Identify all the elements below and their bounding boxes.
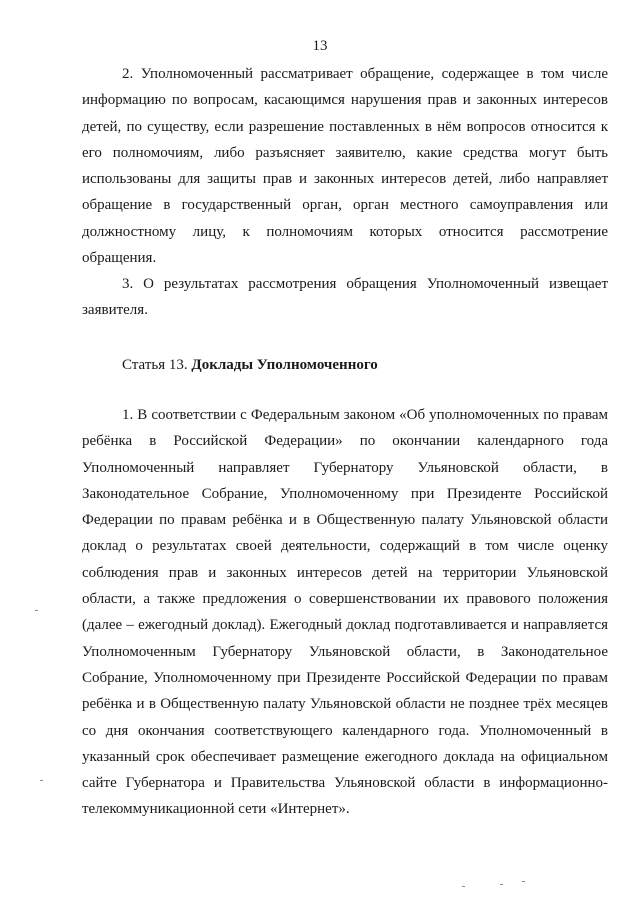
scan-speck <box>40 780 43 781</box>
article-paragraph-1-block <box>82 402 608 823</box>
scan-speck <box>500 884 503 885</box>
article-title: Доклады Уполномоченного <box>191 357 378 373</box>
paragraph-3: 3. О результатах рассмотрения обращения Уполномоченный извещает заявителя. <box>82 276 608 319</box>
scan-speck <box>522 881 525 882</box>
paragraph-2-block <box>82 61 608 271</box>
scan-speck <box>35 610 38 611</box>
article-heading <box>122 354 378 376</box>
page-number: 13 <box>312 38 328 54</box>
article-number: Статья 13. <box>122 357 192 373</box>
article-paragraph-1: 1. В соответствии с Федеральным законом «Об уполномоченных по правам ребёнка в Российской Федерации» по окончании календарного года Уполномоченный направляет Губернатору Ульяновской области, в Законодательное Собрание, Уполномоченному при Президенте Российской Федерации по правам ребёнка и в Общественную палату Ульяновской области доклад о результатах своей деятельности, содержащий в том числе оценку соблюдения прав и законных интересов детей на территории Ульяновской области, а также предложения о совершенствовании их правового положения (далее – ежегодный доклад). Ежегодный доклад подготавливается и направляется Уполномоченным Губернатору Ульяновской области, в Законодательное Собрание, Уполномоченному при Президенте Российской Федерации по правам ребёнка и в Общественную палату Ульяновской области не позднее трёх месяцев со дня окончания соответствующего календарного года. Уполномоченный в указанный срок обеспечивает размещение ежегодного доклада на официальном сайте Губернатора и Правительства Ульяновской области в информационно-телекоммуникационной сети «Интернет». <box>82 407 608 818</box>
paragraph-2: 2. Уполномоченный рассматривает обращение, содержащее в том числе информацию по вопросам, касающимся нарушения прав и законных интересов детей, по существу, если разрешение поставленных в нём вопросов относится к его полномочиям, либо разъясняет заявителю, какие средства могут быть использованы для защиты прав и законных интересов детей, либо направляет обращение в государственный орган, орган местного самоуправления или должностному лицу, к полномочиям которых относится рассмотрение обращения. <box>82 66 608 267</box>
paragraph-3-block <box>82 271 608 324</box>
scan-speck <box>462 886 465 887</box>
